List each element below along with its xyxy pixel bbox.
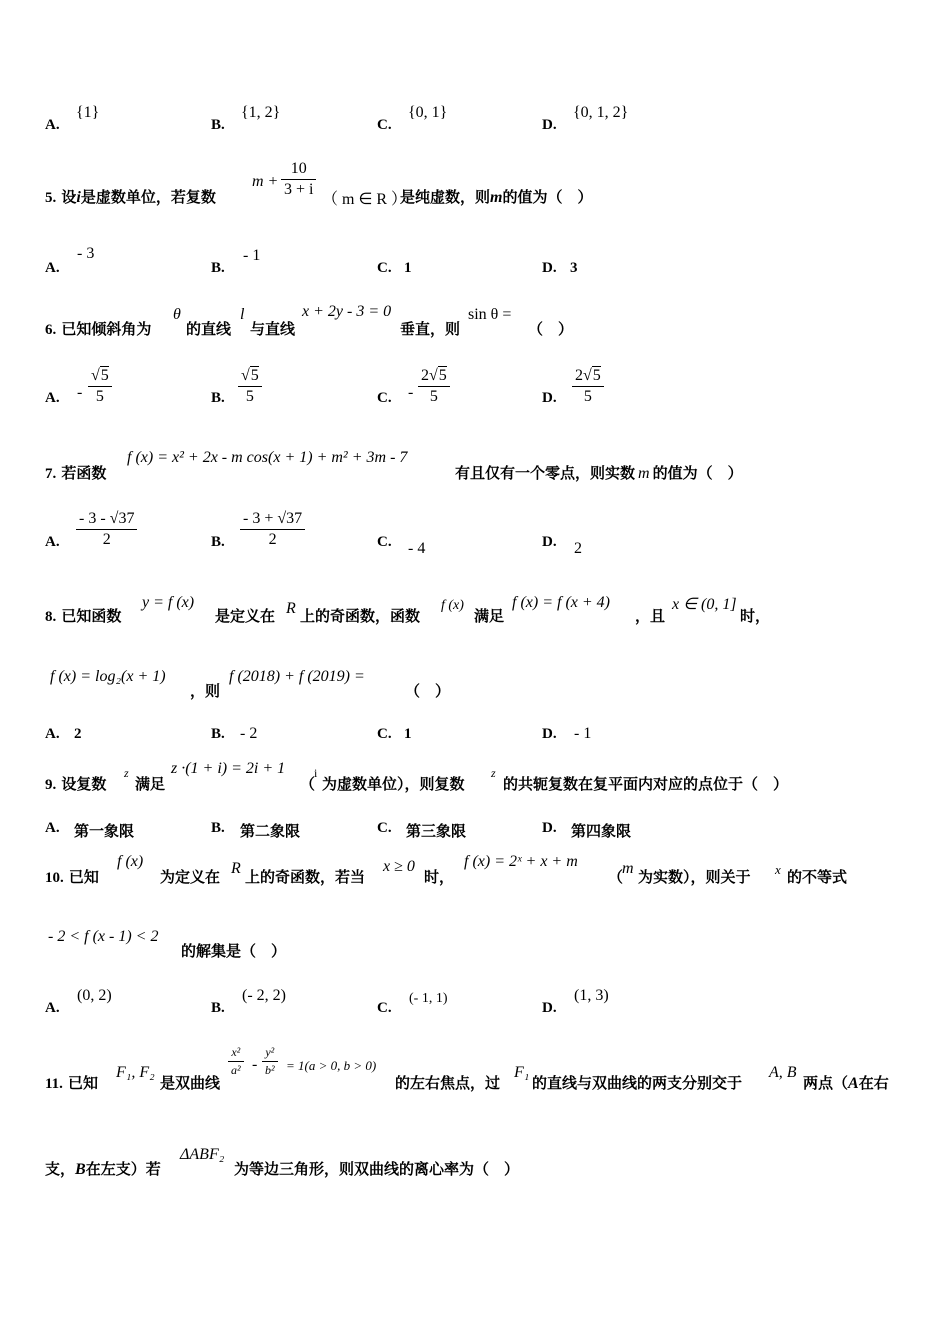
math-domain: x ∈ (0, 1] — [672, 596, 737, 613]
math-rhs: = 1(a > 0, b > 0) — [286, 1058, 377, 1073]
question-text: 是双曲线 — [160, 1074, 221, 1092]
option-value-d: (1, 3) — [574, 987, 609, 1004]
question-number: 10. — [45, 870, 64, 886]
option-label-b: B. — [211, 390, 225, 406]
option-label-a: A. — [45, 820, 60, 836]
math-inequality: - 2 < f (x - 1) < 2 — [48, 928, 159, 945]
option-label-c: C. — [377, 390, 392, 406]
math-x: x — [775, 862, 781, 877]
radicand: 5 — [250, 367, 259, 384]
option-label-d: D. — [542, 534, 557, 550]
option-fraction-a: $\frac{√5}{5}$ — [88, 367, 112, 406]
math-ab: A, B — [769, 1064, 797, 1081]
math-m: m — [490, 189, 503, 206]
math-line-eq: x + 2y - 3 = 0 — [302, 303, 392, 320]
math-minus: - — [252, 1056, 258, 1073]
question-number: 7. — [45, 466, 57, 482]
question-text: 两点（ — [803, 1074, 849, 1092]
question-number: 8. — [45, 609, 57, 625]
fraction-numerator: - 3 + √37 — [240, 510, 305, 530]
option-sign-a: - — [77, 384, 83, 401]
option-value-d: 2 — [574, 540, 582, 557]
math-definition: f (x) = 2ˣ + x + m — [464, 853, 578, 870]
option-label-a: A. — [45, 390, 60, 406]
question-text: 满足 — [135, 775, 166, 793]
question-text: 的值为（ ） — [502, 188, 593, 206]
question-text: 已知函数 — [61, 607, 122, 625]
radicand: 5 — [438, 367, 447, 384]
fraction-numerator: - 3 - √37 — [76, 510, 137, 530]
math-theta: θ — [173, 306, 181, 323]
coefficient: 2 — [421, 367, 429, 384]
question-text: 上的奇函数，函数 — [300, 607, 421, 625]
question-number: 11. — [45, 1076, 63, 1092]
question-text: 在左支）若 — [85, 1160, 161, 1178]
fraction-numerator: 10 — [281, 160, 316, 180]
option-value-c: 1 — [404, 726, 412, 742]
question-text: （ ） — [405, 682, 451, 700]
option-label-b: B. — [211, 1000, 225, 1016]
option-value-c: 第三象限 — [406, 822, 467, 840]
question-text: ，且 — [635, 607, 666, 625]
fraction-numerator: x² — [228, 1045, 244, 1062]
math-f1: F₁ — [514, 1064, 530, 1081]
option-label-a: A. — [45, 117, 60, 133]
option-value-d: {0, 1, 2} — [573, 104, 629, 121]
math-i: i — [314, 766, 318, 780]
option-value-d: 第四象限 — [571, 822, 632, 840]
option-value-a: 2 — [74, 726, 82, 742]
question-text: 已知 — [68, 868, 99, 886]
question-text: 的解集是（ ） — [181, 942, 287, 960]
math-z: z — [491, 766, 496, 780]
option-value-c: {0, 1} — [408, 104, 448, 121]
question-text: 的直线 — [186, 320, 232, 338]
fraction-denominator: a² — [231, 1063, 241, 1077]
option-label-b: B. — [211, 260, 225, 276]
question-text: 的不等式 — [787, 868, 848, 886]
option-label-d: D. — [542, 117, 557, 133]
fraction-denominator: 3 + i — [284, 181, 314, 198]
question-text: 的直线与双曲线的两支分别交于 — [532, 1074, 743, 1092]
question-number: 9. — [45, 777, 57, 793]
math-R: R — [231, 860, 241, 877]
option-value-c: 1 — [404, 260, 412, 276]
option-value-a: (0, 2) — [77, 987, 112, 1004]
option-value-b: - 1 — [243, 247, 261, 264]
question-text: 设复数 — [61, 775, 107, 793]
math-triangle: ΔABF₂ — [180, 1146, 225, 1163]
fraction-denominator: 5 — [95, 388, 104, 405]
question-text: 的共轭复数在复平面内对应的点位于（ ） — [503, 775, 789, 793]
question-text: 是虚数单位，若复数 — [80, 188, 216, 206]
math-condition: （ m ∈ R ） — [322, 191, 408, 208]
question-text: 的左右焦点，过 — [395, 1074, 501, 1092]
option-value-a: {1} — [76, 104, 100, 121]
fraction-denominator: 5 — [583, 388, 592, 405]
math-function: f (x) = x² + 2x - m cos(x + 1) + m² + 3m - 7 — [127, 449, 408, 466]
question-text: ，则 — [190, 682, 221, 700]
fraction-denominator: 2 — [102, 531, 111, 548]
option-label-d: D. — [542, 820, 557, 836]
fraction-denominator: 2 — [268, 531, 277, 548]
math-condition: x ≥ 0 — [383, 858, 415, 875]
math-A: A — [848, 1075, 859, 1092]
option-label-d: D. — [542, 726, 557, 742]
fraction-y — [262, 1045, 278, 1078]
fraction-x — [228, 1045, 244, 1078]
math-equation: z ·(1 + i) = 2i + 1 — [171, 760, 286, 777]
math-ask: f (2018) + f (2019) = — [229, 668, 365, 685]
option-fraction-d: $\frac{2√5}{5}$ — [572, 367, 604, 406]
option-label-b: B. — [211, 820, 225, 836]
option-label-c: C. — [377, 534, 392, 550]
math-periodic: f (x) = f (x + 4) — [512, 594, 610, 611]
option-label-c: C. — [377, 117, 392, 133]
option-value-b: {1, 2} — [241, 104, 281, 121]
radicand: 5 — [592, 367, 601, 384]
fraction — [281, 160, 316, 199]
option-label-d: D. — [542, 260, 557, 276]
math-fx: f (x) — [117, 853, 144, 870]
option-label-c: C. — [377, 726, 392, 742]
radicand: 5 — [100, 367, 109, 384]
math-sin: sin θ = — [468, 306, 512, 323]
math-l: l — [240, 306, 245, 323]
coefficient: 2 — [575, 367, 583, 384]
math-expr: m + — [252, 173, 279, 190]
option-value-b: 第二象限 — [240, 822, 301, 840]
question-text: （ — [300, 775, 316, 793]
question-number: 6. — [45, 322, 57, 338]
option-label-a: A. — [45, 260, 60, 276]
question-text: 垂直，则 — [400, 320, 461, 338]
question-text: 为实数），则关于 — [638, 868, 751, 886]
option-fraction-b: $\frac{√5}{5}$ — [238, 367, 262, 406]
question-text: 时， — [424, 868, 455, 886]
option-fraction-b — [240, 510, 305, 549]
question-text: 是纯虚数，则 — [400, 188, 491, 206]
question-text: 为等边三角形，则双曲线的离心率为（ ） — [234, 1160, 520, 1178]
math-i: i — [76, 189, 81, 206]
option-label-d: D. — [542, 390, 557, 406]
option-value-a: 第一象限 — [74, 822, 135, 840]
option-label-a: A. — [45, 726, 60, 742]
question-text: 时， — [740, 607, 771, 625]
question-text: 设 — [61, 188, 77, 206]
option-label-d: D. — [542, 1000, 557, 1016]
math-z: z — [124, 766, 129, 780]
option-label-b: B. — [211, 534, 225, 550]
option-value-c: - 4 — [408, 540, 426, 557]
question-number: 5. — [45, 190, 57, 206]
question-text: （ — [608, 868, 624, 886]
question-text: 在右 — [858, 1074, 889, 1092]
question-text: 是定义在 — [215, 607, 276, 625]
question-text: 若函数 — [61, 464, 107, 482]
option-label-b: B. — [211, 117, 225, 133]
math-B: B — [75, 1161, 86, 1178]
question-text: 上的奇函数，若当 — [245, 868, 366, 886]
math-foci: F₁, F₂ — [116, 1064, 155, 1081]
question-text: 已知倾斜角为 — [61, 320, 152, 338]
option-value-b: (- 2, 2) — [242, 987, 286, 1004]
option-label-c: C. — [377, 1000, 392, 1016]
question-text: 与直线 — [250, 320, 296, 338]
option-label-a: A. — [45, 534, 60, 550]
question-text: 为定义在 — [160, 868, 221, 886]
option-value-a: - 3 — [77, 245, 95, 262]
option-value-d: - 1 — [574, 725, 592, 742]
option-label-c: C. — [377, 820, 392, 836]
option-label-b: B. — [211, 726, 225, 742]
math-fx: f (x) — [441, 598, 464, 613]
math-y-fx: y = f (x) — [142, 594, 195, 611]
question-text: 的值为（ ） — [652, 464, 743, 482]
option-value-b: - 2 — [240, 725, 258, 742]
fraction-denominator: 5 — [429, 388, 438, 405]
question-text: 已知 — [68, 1074, 99, 1092]
option-value-c: (- 1, 1) — [409, 991, 448, 1006]
option-sign-c: - — [408, 384, 414, 401]
math-m: m — [638, 465, 650, 482]
question-text: 有且仅有一个零点，则实数 — [455, 464, 636, 482]
question-text: 支， — [45, 1160, 76, 1178]
question-text: （ ） — [528, 320, 574, 338]
option-value-d: 3 — [570, 260, 578, 276]
fraction-denominator: b² — [265, 1063, 275, 1077]
math-m: m — [622, 860, 634, 877]
option-label-c: C. — [377, 260, 392, 276]
option-fraction-c: $\frac{2√5}{5}$ — [418, 367, 450, 406]
option-label-a: A. — [45, 1000, 60, 1016]
math-R: R — [286, 600, 296, 617]
question-text: 为虚数单位），则复数 — [322, 775, 465, 793]
option-fraction-a — [76, 510, 137, 549]
math-log-def: f (x) = log₂(x + 1) — [50, 668, 166, 685]
fraction-numerator: y² — [262, 1045, 278, 1062]
question-text: 满足 — [474, 607, 505, 625]
fraction-denominator: 5 — [245, 388, 254, 405]
